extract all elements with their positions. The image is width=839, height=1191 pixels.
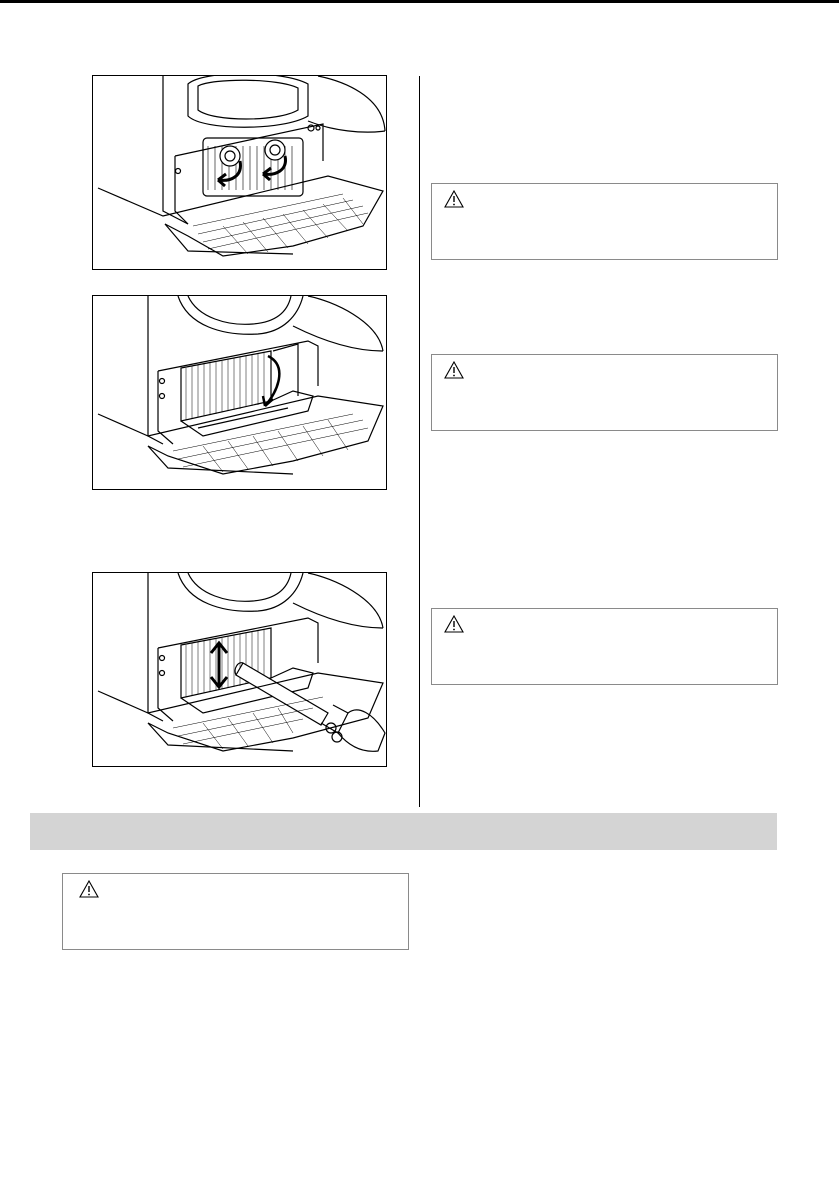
top-rule (0, 0, 839, 3)
warning-box-3 (431, 608, 778, 685)
warning-triangle-icon (444, 361, 464, 379)
warning-triangle-icon (444, 190, 464, 208)
warning-triangle-icon (79, 880, 99, 898)
column-divider (419, 76, 420, 807)
warning-box-2 (431, 354, 778, 431)
warning-triangle-icon (444, 615, 464, 633)
warning-box-1 (431, 183, 778, 260)
warning-box-4 (62, 873, 409, 950)
section-header-bar (30, 813, 777, 850)
figure-filter-unlock (92, 75, 387, 270)
figure-filter-open (92, 295, 387, 490)
figure-filter-clean (92, 572, 387, 767)
